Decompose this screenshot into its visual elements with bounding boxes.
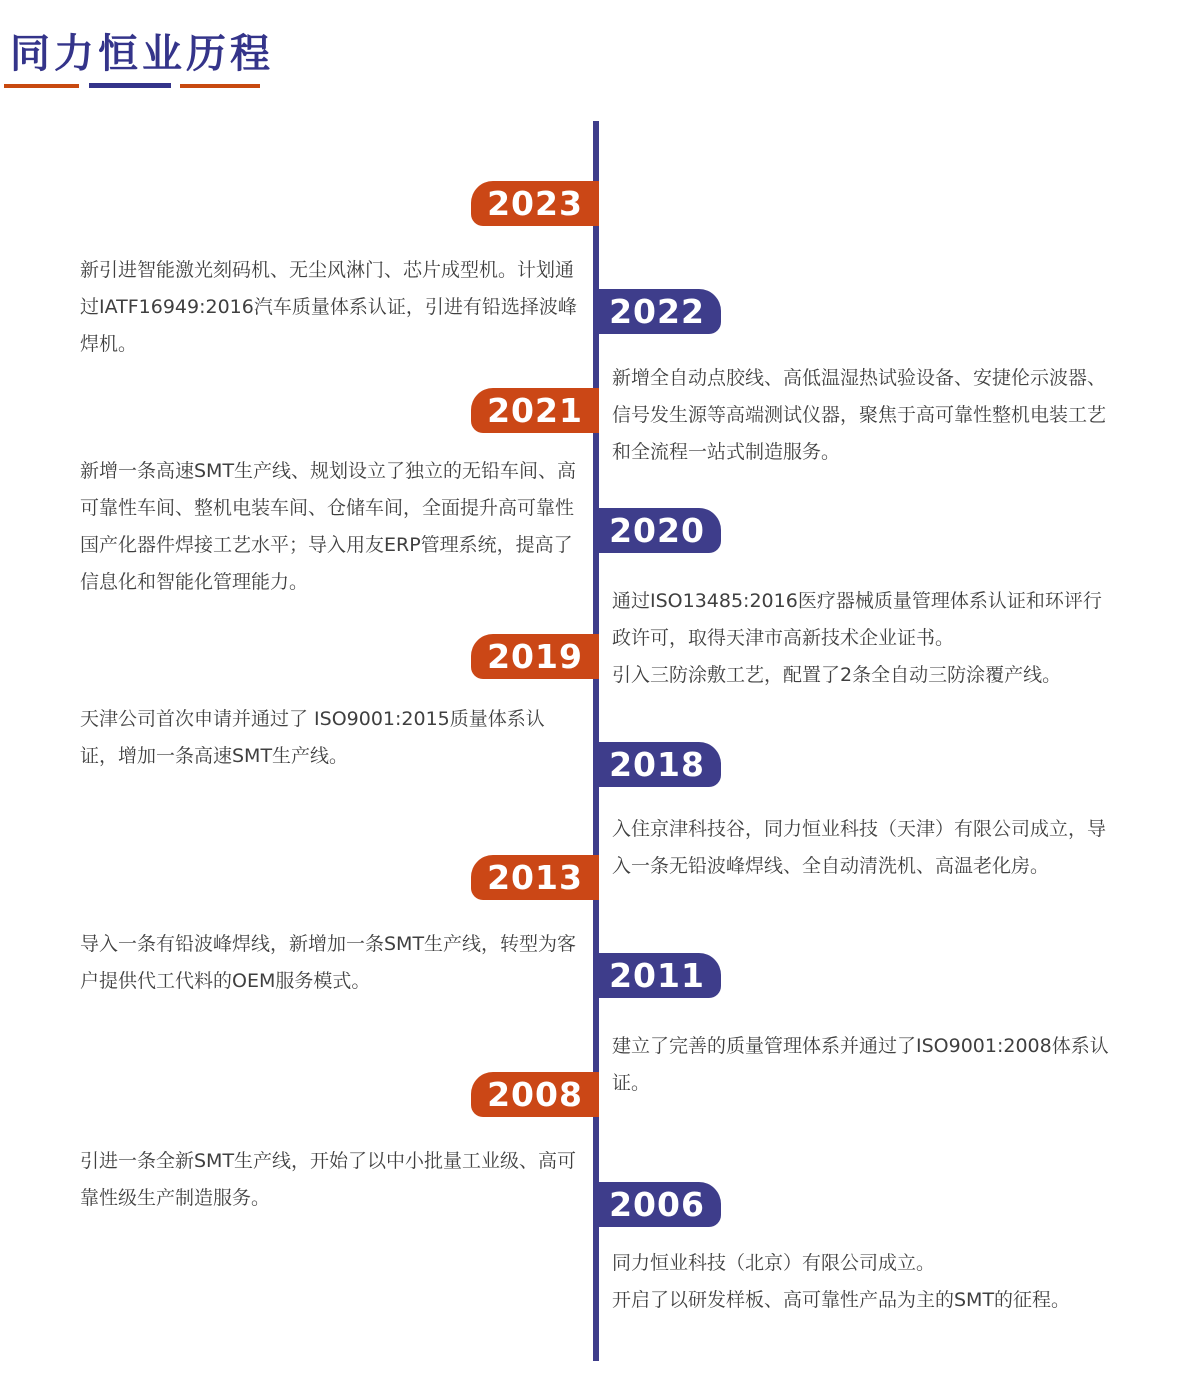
year-badge-2011 [593,953,721,998]
timeline-entry-2008 [80,1143,580,1217]
year-badge-2022 [593,289,721,334]
year-label: 2021 [487,391,583,430]
entry-paragraph: 新增全自动点胶线、高低温湿热试验设备、安捷伦示波器、信号发生源等高端测试仪器，聚焦于高可靠性整机电装工艺和全流程一站式制造服务。 [612,367,1107,463]
year-label: 2013 [487,858,583,897]
year-badge-2018 [593,742,721,787]
entry-paragraph: 引入三防涂敷工艺，配置了2条全自动三防涂覆产线。 [612,664,1062,686]
year-badge-2021 [471,388,599,433]
entry-paragraph: 新引进智能激光刻码机、无尘风淋门、芯片成型机。计划通过IATF16949:2016汽车质量体系认证，引进有铅选择波峰焊机。 [80,259,577,355]
year-badge-2013 [471,855,599,900]
year-label: 2011 [609,956,705,995]
entry-paragraph: 导入一条有铅波峰焊线，新增加一条SMT生产线，转型为客户提供代工代料的OEM服务模式。 [80,933,577,992]
entry-paragraph: 开启了以研发样板、高可靠性产品为主的SMT的征程。 [612,1289,1071,1311]
year-label: 2023 [487,184,583,223]
year-badge-2020 [593,508,721,553]
timeline-entry-2023 [80,252,580,363]
entry-paragraph: 建立了完善的质量管理体系并通过了ISO9001:2008体系认证。 [612,1035,1109,1094]
entry-paragraph: 通过ISO13485:2016医疗器械质量管理体系认证和环评行政许可，取得天津市高新技术企业证书。 [612,590,1102,649]
timeline-entry-2022 [612,360,1112,471]
year-label: 2020 [609,511,705,550]
year-badge-2023 [471,181,599,226]
timeline-entry-2013 [80,926,580,1000]
year-badge-2008 [471,1072,599,1117]
entry-paragraph: 引进一条全新SMT生产线，开始了以中小批量工业级、高可靠性级生产制造服务。 [80,1150,577,1209]
title-underline-navy [89,83,171,88]
timeline-entry-2006 [612,1245,1112,1319]
year-badge-2006 [593,1182,721,1227]
entry-paragraph: 入住京津科技谷，同力恒业科技（天津）有限公司成立，导入一条无铅波峰焊线、全自动清洗机、高温老化房。 [612,818,1107,877]
timeline-entry-2020 [612,583,1112,694]
entry-paragraph: 新增一条高速SMT生产线、规划设立了独立的无铅车间、高可靠性车间、整机电装车间、仓储车间，全面提升高可靠性国产化器件焊接工艺水平；导入用友ERP管理系统，提高了信息化和智能化管理能力。 [80,460,577,593]
timeline-entry-2019 [80,701,580,775]
year-label: 2022 [609,292,705,331]
title-underline-orange-right [180,84,260,88]
title-underline-orange-left [4,84,79,88]
year-badge-2019 [471,634,599,679]
entry-paragraph: 天津公司首次申请并通过了 ISO9001:2015质量体系认证，增加一条高速SMT生产线。 [80,708,545,767]
year-label: 2018 [609,745,705,784]
timeline-entry-2021 [80,453,580,601]
year-label: 2019 [487,637,583,676]
timeline-entry-2011 [612,1028,1112,1102]
entry-paragraph: 同力恒业科技（北京）有限公司成立。 [612,1252,936,1274]
timeline-entry-2018 [612,811,1112,885]
year-label: 2006 [609,1185,705,1224]
year-label: 2008 [487,1075,583,1114]
page-title: 同力恒业历程 [10,31,274,77]
